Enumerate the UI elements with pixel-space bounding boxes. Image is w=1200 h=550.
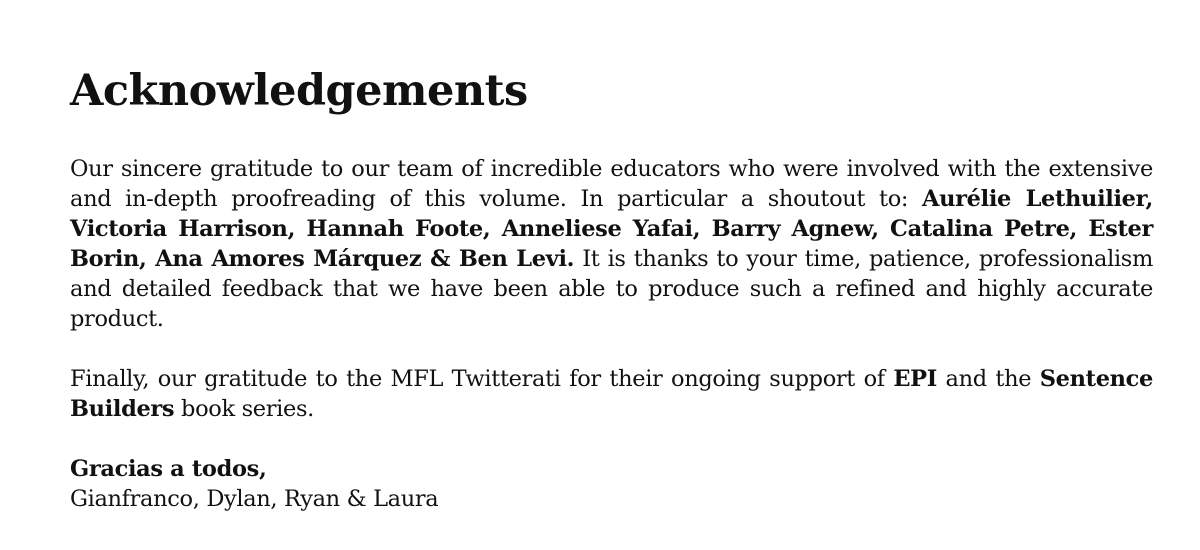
gratitude-paragraph (70, 154, 1153, 334)
gratitude-outro-text: It is thanks to your time, patience, professionalism and detailed feedback that we have been able to produce such a refined and highly accurate product. (70, 246, 1153, 332)
signatories: Gianfranco, Dylan, Ryan & Laura (70, 486, 439, 512)
closing-greeting (70, 454, 1153, 484)
sentence-builders-bold: Sentence Builders (70, 366, 1153, 422)
proofreader-names: Aurélie Lethuilier, Victoria Harrison, Hannah Foote, Anneliese Yafai, Barry Agnew, Catalina Petre, Ester Borin, Ana Amores Márquez & Ben Levi. (70, 186, 1153, 272)
epi-bold: EPI (893, 366, 937, 392)
document-page (70, 62, 1153, 514)
twitterati-text-c: book series. (174, 396, 314, 422)
twitterati-text-b: and the (936, 366, 1040, 392)
closing-block (70, 454, 1153, 514)
twitterati-paragraph (70, 364, 1153, 424)
page-title: Acknowledgements (70, 66, 528, 116)
twitterati-text-a: Finally, our gratitude to the MFL Twitterati for their ongoing support of (70, 366, 894, 392)
greeting-text: Gracias a todos, (70, 456, 267, 482)
gratitude-intro-text: Our sincere gratitude to our team of incredible educators who were involved with the extensive and in-depth proofreading of this volume. In particular a shoutout to: (70, 156, 1153, 212)
